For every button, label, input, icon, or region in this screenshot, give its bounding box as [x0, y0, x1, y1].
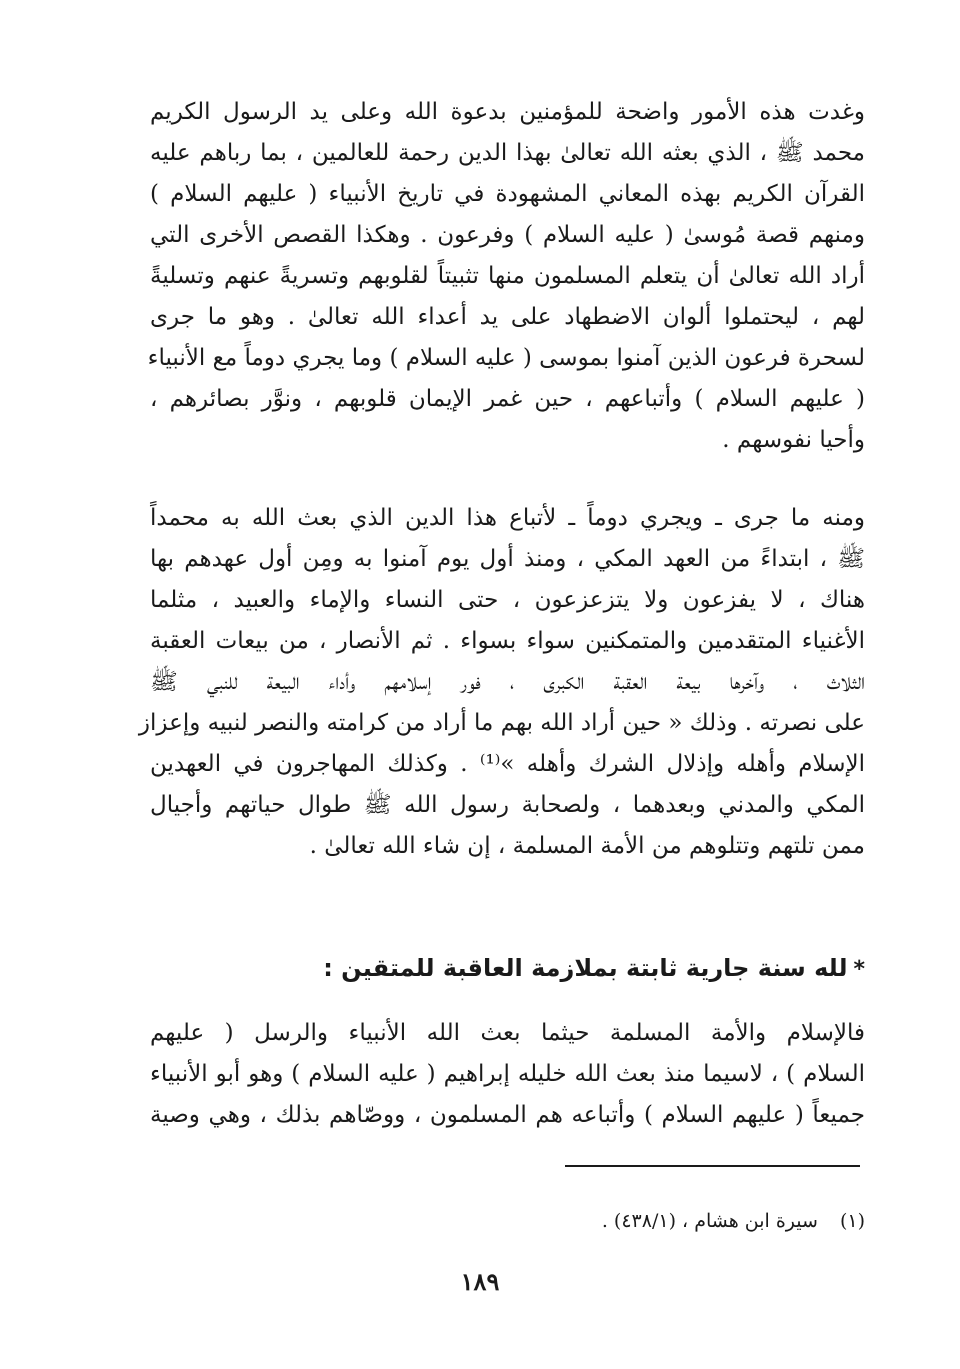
paragraph-1: [147, 92, 865, 461]
footnote-text: سيرة ابن هشام ، (٤٣٨/١) .: [601, 1210, 818, 1232]
text-line: لسحرة فرعون الذين آمنوا بموسى ( عليه السلام ) وما يجري دوماً مع الأنبياء: [147, 345, 865, 371]
text-line: أراد الله تعالىٰ أن يتعلم المسلمون منها تثبيتاً لقلوبهم وتسريةً عنهم وتسليةً: [150, 263, 865, 289]
heading-text: لله سنة جارية ثابتة بملازمة العاقبة للمتقين :: [323, 954, 848, 982]
text-line: السلام ) ، لاسيما منذ بعث الله خليله إبراهيم ( عليه السلام ) وهو أبو الأنبياء: [150, 1061, 865, 1087]
text-line: فالإسلام والأمة المسلمة حيثما بعث الله الأنبياء والرسل ( عليهم: [150, 1020, 865, 1046]
text-line: ومنه ما جرى ـ ويجري دوماً ـ لأتباع هذا الدين الذي بعث الله به محمداً: [150, 505, 865, 531]
paragraph-2: [138, 498, 865, 867]
text-line: لهم ، ليحتملوا ألوان الاضطهاد على يد أعداء الله تعالىٰ . وهو ما جرى: [150, 304, 865, 330]
footnote-marker: (١): [839, 1210, 865, 1232]
text-line: الإسلام وأهله وإذلال الشرك وأهله »⁽¹⁾ . وكذلك المهاجرون في العهدين: [150, 751, 865, 777]
text-line: ﷺ ، ابتداءً من العهد المكي ، ومنذ أول يوم آمنوا به ومِن أول عهدهم بها: [150, 546, 865, 572]
text-line: ( عليهم السلام ) وأتباعهم ، حين غمر الإيمان قلوبهم ، ونوَّر بصائرهم ،: [150, 386, 865, 412]
footnote: [150, 1206, 865, 1236]
text-line: وغدت هذه الأمور واضحة للمؤمنين بدعوة الله وعلى يد الرسول الكريم: [150, 99, 865, 125]
heading-star-icon: *: [853, 957, 865, 982]
text-line: الأغنياء المتقدمين والمتمكنين سواء بسواء . ثم الأنصار ، من بيعات العقبة: [150, 628, 865, 654]
text-line: ومنهم قصة مُوسىٰ ( عليه السلام ) وفرعون . وهكذا القصص الأخرى التي: [150, 222, 865, 248]
text-line: المكي والمدني وبعدهما ، ولصحابة رسول الله ﷺ طوال حياتهم وأجيال: [150, 792, 865, 818]
page-number: ١٨٩: [460, 1267, 500, 1296]
text-line: محمد ﷺ ، الذي بعثه الله تعالىٰ بهذا الدين رحمة للعالمين ، بما رباهم عليه: [150, 140, 865, 166]
section-heading: [150, 946, 865, 992]
text-line: جميعاً ( عليهم السلام ) وأتباعه هم المسلمون ، ووصّاهم بذلك ، وهي وصية: [150, 1102, 865, 1128]
footnote-divider: [565, 1165, 860, 1167]
text-line: ممن تلتهم وتتلوهم من الأمة المسلمة ، إن شاء الله تعالىٰ .: [309, 833, 865, 859]
paragraph-3: [150, 1013, 865, 1136]
text-line: الثلاث ، وآخرها بيعة العقبة الكبرى ، فور إسلامهم وأداء البيعة للنبي ﷺ: [150, 669, 865, 695]
text-line: هناك ، لا يفزعون ولا يتزعزعون ، حتى النساء والإماء والعبيد ، مثلما: [150, 587, 865, 613]
text-line: وأحيا نفوسهم .: [722, 427, 865, 453]
text-line: على نصرته . وذلك « حين أراد الله بهم ما أراد من كرامته والنصر لنبيه وإعزاز: [138, 710, 865, 736]
text-line: القرآن الكريم بهذه المعاني المشهودة في تاريخ الأنبياء ( عليهم السلام ): [150, 181, 865, 207]
